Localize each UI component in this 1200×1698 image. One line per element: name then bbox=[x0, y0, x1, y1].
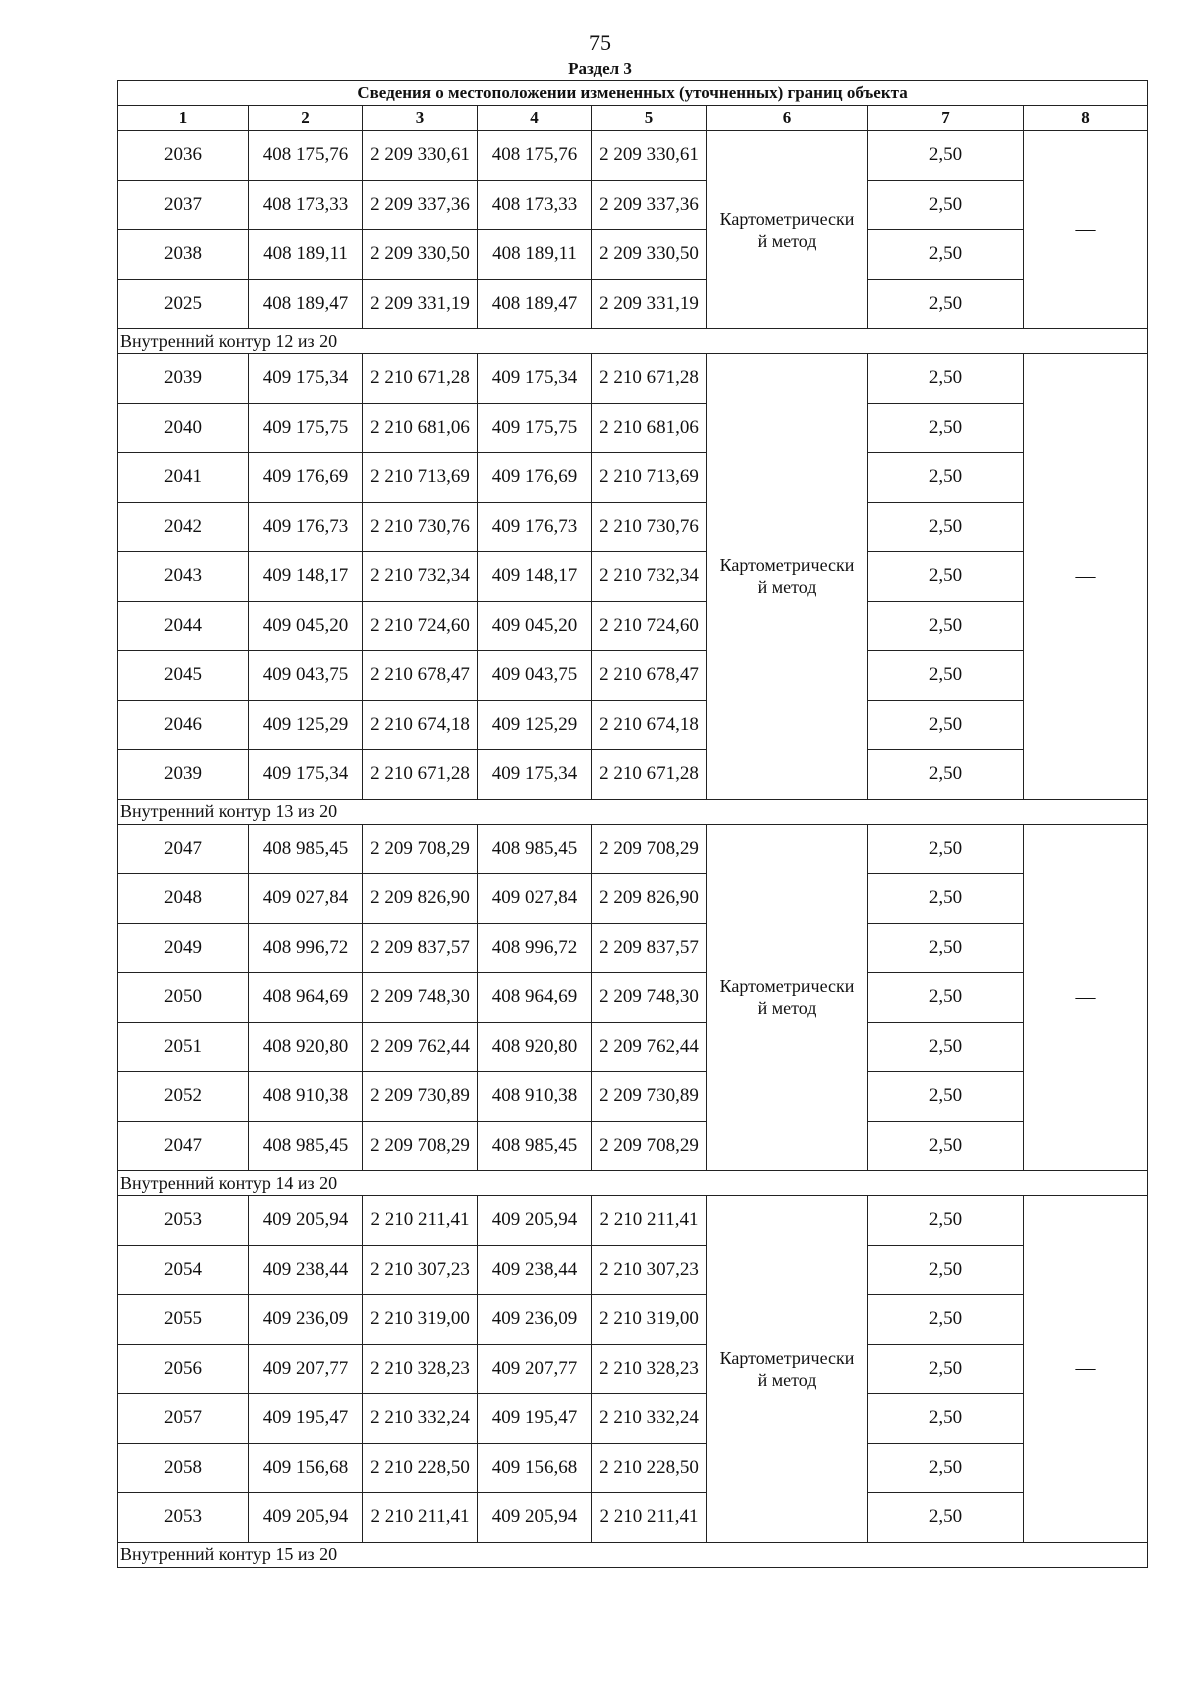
accuracy-cell: 2,50 bbox=[868, 131, 1024, 181]
table-row bbox=[118, 1443, 1148, 1493]
table-caption: Сведения о местоположении измененных (уточненных) границ объекта bbox=[118, 81, 1148, 106]
accuracy-cell: 2,50 bbox=[868, 750, 1024, 800]
y-new-cell: 2 209 330,50 bbox=[592, 230, 707, 280]
point-number-cell: 2040 bbox=[118, 403, 249, 453]
table-row bbox=[118, 180, 1148, 230]
accuracy-cell: 2,50 bbox=[868, 874, 1024, 924]
point-number-cell: 2039 bbox=[118, 354, 249, 404]
table-row bbox=[118, 923, 1148, 973]
coordinates-table bbox=[117, 80, 1148, 1568]
method-text-line2: й метод bbox=[757, 577, 817, 598]
y-old-cell: 2 209 330,50 bbox=[363, 230, 478, 280]
table-row bbox=[118, 601, 1148, 651]
y-new-cell: 2 210 724,60 bbox=[592, 601, 707, 651]
method-text-line2: й метод bbox=[757, 1369, 817, 1390]
y-new-cell: 2 210 674,18 bbox=[592, 700, 707, 750]
accuracy-cell: 2,50 bbox=[868, 1121, 1024, 1171]
accuracy-cell: 2,50 bbox=[868, 700, 1024, 750]
x-old-cell: 408 985,45 bbox=[249, 1121, 363, 1171]
accuracy-cell: 2,50 bbox=[868, 1493, 1024, 1543]
accuracy-cell: 2,50 bbox=[868, 279, 1024, 329]
accuracy-cell: 2,50 bbox=[868, 230, 1024, 280]
section-title: Раздел 3 bbox=[568, 59, 632, 78]
y-new-cell: 2 210 319,00 bbox=[592, 1295, 707, 1345]
y-new-cell: 2 210 328,23 bbox=[592, 1344, 707, 1394]
x-new-cell: 409 207,77 bbox=[478, 1344, 592, 1394]
y-old-cell: 2 210 671,28 bbox=[363, 750, 478, 800]
contour-label-row bbox=[118, 1542, 1148, 1567]
y-new-cell: 2 209 330,61 bbox=[592, 131, 707, 181]
accuracy-cell: 2,50 bbox=[868, 1022, 1024, 1072]
table-row bbox=[118, 1196, 1148, 1246]
accuracy-cell: 2,50 bbox=[868, 403, 1024, 453]
x-new-cell: 408 920,80 bbox=[478, 1022, 592, 1072]
contour-label: Внутренний контур 13 из 20 bbox=[118, 799, 1148, 824]
y-new-cell: 2 209 762,44 bbox=[592, 1022, 707, 1072]
accuracy-cell: 2,50 bbox=[868, 973, 1024, 1023]
x-old-cell: 409 156,68 bbox=[249, 1443, 363, 1493]
method-text-line1: Картометрически bbox=[719, 555, 855, 576]
table-row bbox=[118, 1072, 1148, 1122]
y-new-cell: 2 209 331,19 bbox=[592, 279, 707, 329]
x-new-cell: 408 985,45 bbox=[478, 824, 592, 874]
y-old-cell: 2 210 211,41 bbox=[363, 1196, 478, 1246]
y-old-cell: 2 209 762,44 bbox=[363, 1022, 478, 1072]
method-cell bbox=[707, 1196, 868, 1543]
x-new-cell: 409 205,94 bbox=[478, 1196, 592, 1246]
x-old-cell: 409 205,94 bbox=[249, 1493, 363, 1543]
accuracy-cell: 2,50 bbox=[868, 1344, 1024, 1394]
x-old-cell: 408 996,72 bbox=[249, 923, 363, 973]
x-new-cell: 409 175,34 bbox=[478, 354, 592, 404]
x-old-cell: 409 175,34 bbox=[249, 750, 363, 800]
table-row bbox=[118, 1022, 1148, 1072]
point-number-cell: 2037 bbox=[118, 180, 249, 230]
point-number-cell: 2036 bbox=[118, 131, 249, 181]
y-old-cell: 2 209 330,61 bbox=[363, 131, 478, 181]
table-row bbox=[118, 403, 1148, 453]
point-number-cell: 2044 bbox=[118, 601, 249, 651]
x-new-cell: 409 205,94 bbox=[478, 1493, 592, 1543]
x-new-cell: 409 027,84 bbox=[478, 874, 592, 924]
x-old-cell: 409 175,75 bbox=[249, 403, 363, 453]
x-new-cell: 408 189,11 bbox=[478, 230, 592, 280]
y-old-cell: 2 209 748,30 bbox=[363, 973, 478, 1023]
column-header-row bbox=[118, 106, 1148, 131]
table-row bbox=[118, 1121, 1148, 1171]
x-old-cell: 408 985,45 bbox=[249, 824, 363, 874]
x-new-cell: 409 045,20 bbox=[478, 601, 592, 651]
table-row bbox=[118, 354, 1148, 404]
accuracy-cell: 2,50 bbox=[868, 1443, 1024, 1493]
x-new-cell: 409 176,69 bbox=[478, 453, 592, 503]
x-old-cell: 409 176,73 bbox=[249, 502, 363, 552]
table-row bbox=[118, 1394, 1148, 1444]
column-header: 1 bbox=[118, 106, 249, 131]
column-header: 2 bbox=[249, 106, 363, 131]
y-old-cell: 2 210 671,28 bbox=[363, 354, 478, 404]
x-new-cell: 408 996,72 bbox=[478, 923, 592, 973]
y-old-cell: 2 210 307,23 bbox=[363, 1245, 478, 1295]
y-new-cell: 2 209 826,90 bbox=[592, 874, 707, 924]
accuracy-cell: 2,50 bbox=[868, 651, 1024, 701]
table-row bbox=[118, 1295, 1148, 1345]
accuracy-cell: 2,50 bbox=[868, 1295, 1024, 1345]
accuracy-cell: 2,50 bbox=[868, 601, 1024, 651]
column-header: 8 bbox=[1024, 106, 1148, 131]
table-row bbox=[118, 552, 1148, 602]
point-number-cell: 2038 bbox=[118, 230, 249, 280]
y-old-cell: 2 210 332,24 bbox=[363, 1394, 478, 1444]
y-new-cell: 2 209 748,30 bbox=[592, 973, 707, 1023]
y-new-cell: 2 210 228,50 bbox=[592, 1443, 707, 1493]
table-row bbox=[118, 131, 1148, 181]
y-old-cell: 2 210 328,23 bbox=[363, 1344, 478, 1394]
point-number-cell: 2046 bbox=[118, 700, 249, 750]
accuracy-cell: 2,50 bbox=[868, 824, 1024, 874]
y-new-cell: 2 210 681,06 bbox=[592, 403, 707, 453]
point-number-cell: 2053 bbox=[118, 1196, 249, 1246]
point-number-cell: 2048 bbox=[118, 874, 249, 924]
x-new-cell: 409 156,68 bbox=[478, 1443, 592, 1493]
accuracy-cell: 2,50 bbox=[868, 923, 1024, 973]
note-dash-cell: — bbox=[1024, 131, 1148, 329]
column-header: 4 bbox=[478, 106, 592, 131]
column-header: 5 bbox=[592, 106, 707, 131]
table-row bbox=[118, 1245, 1148, 1295]
x-new-cell: 409 043,75 bbox=[478, 651, 592, 701]
point-number-cell: 2052 bbox=[118, 1072, 249, 1122]
x-new-cell: 409 195,47 bbox=[478, 1394, 592, 1444]
x-old-cell: 409 043,75 bbox=[249, 651, 363, 701]
x-new-cell: 408 173,33 bbox=[478, 180, 592, 230]
y-new-cell: 2 210 730,76 bbox=[592, 502, 707, 552]
point-number-cell: 2050 bbox=[118, 973, 249, 1023]
y-old-cell: 2 209 730,89 bbox=[363, 1072, 478, 1122]
x-new-cell: 409 236,09 bbox=[478, 1295, 592, 1345]
contour-label-row bbox=[118, 799, 1148, 824]
method-text-line2: й метод bbox=[757, 998, 817, 1019]
y-new-cell: 2 210 671,28 bbox=[592, 750, 707, 800]
point-number-cell: 2056 bbox=[118, 1344, 249, 1394]
y-new-cell: 2 209 708,29 bbox=[592, 1121, 707, 1171]
y-old-cell: 2 209 708,29 bbox=[363, 1121, 478, 1171]
column-header: 7 bbox=[868, 106, 1024, 131]
x-new-cell: 408 189,47 bbox=[478, 279, 592, 329]
table-caption-row bbox=[118, 81, 1148, 106]
contour-label-row bbox=[118, 329, 1148, 354]
contour-label: Внутренний контур 14 из 20 bbox=[118, 1171, 1148, 1196]
table-row bbox=[118, 1493, 1148, 1543]
table-row bbox=[118, 651, 1148, 701]
x-old-cell: 409 027,84 bbox=[249, 874, 363, 924]
x-old-cell: 409 205,94 bbox=[249, 1196, 363, 1246]
x-old-cell: 408 175,76 bbox=[249, 131, 363, 181]
y-old-cell: 2 210 732,34 bbox=[363, 552, 478, 602]
x-old-cell: 409 238,44 bbox=[249, 1245, 363, 1295]
x-old-cell: 408 189,11 bbox=[249, 230, 363, 280]
point-number-cell: 2055 bbox=[118, 1295, 249, 1345]
method-text-line1: Картометрически bbox=[719, 976, 855, 997]
table-row bbox=[118, 502, 1148, 552]
y-new-cell: 2 209 730,89 bbox=[592, 1072, 707, 1122]
y-new-cell: 2 210 332,24 bbox=[592, 1394, 707, 1444]
y-old-cell: 2 210 724,60 bbox=[363, 601, 478, 651]
note-dash-cell: — bbox=[1024, 824, 1148, 1171]
column-header: 3 bbox=[363, 106, 478, 131]
accuracy-cell: 2,50 bbox=[868, 502, 1024, 552]
y-new-cell: 2 209 837,57 bbox=[592, 923, 707, 973]
x-old-cell: 408 920,80 bbox=[249, 1022, 363, 1072]
y-new-cell: 2 210 678,47 bbox=[592, 651, 707, 701]
y-old-cell: 2 209 331,19 bbox=[363, 279, 478, 329]
method-text-line2: й метод bbox=[757, 230, 817, 251]
point-number-cell: 2039 bbox=[118, 750, 249, 800]
y-new-cell: 2 210 211,41 bbox=[592, 1493, 707, 1543]
accuracy-cell: 2,50 bbox=[868, 453, 1024, 503]
y-new-cell: 2 210 671,28 bbox=[592, 354, 707, 404]
point-number-cell: 2025 bbox=[118, 279, 249, 329]
x-old-cell: 409 175,34 bbox=[249, 354, 363, 404]
point-number-cell: 2047 bbox=[118, 824, 249, 874]
point-number-cell: 2041 bbox=[118, 453, 249, 503]
x-new-cell: 409 125,29 bbox=[478, 700, 592, 750]
point-number-cell: 2045 bbox=[118, 651, 249, 701]
y-old-cell: 2 210 713,69 bbox=[363, 453, 478, 503]
y-old-cell: 2 210 681,06 bbox=[363, 403, 478, 453]
y-new-cell: 2 209 708,29 bbox=[592, 824, 707, 874]
table-row bbox=[118, 230, 1148, 280]
x-new-cell: 408 910,38 bbox=[478, 1072, 592, 1122]
x-new-cell: 408 985,45 bbox=[478, 1121, 592, 1171]
x-old-cell: 409 148,17 bbox=[249, 552, 363, 602]
x-new-cell: 408 964,69 bbox=[478, 973, 592, 1023]
y-new-cell: 2 210 307,23 bbox=[592, 1245, 707, 1295]
y-old-cell: 2 210 678,47 bbox=[363, 651, 478, 701]
y-old-cell: 2 210 319,00 bbox=[363, 1295, 478, 1345]
note-dash-cell: — bbox=[1024, 1196, 1148, 1543]
y-new-cell: 2 210 211,41 bbox=[592, 1196, 707, 1246]
table-row bbox=[118, 1344, 1148, 1394]
table-row bbox=[118, 279, 1148, 329]
table-row bbox=[118, 824, 1148, 874]
x-old-cell: 409 176,69 bbox=[249, 453, 363, 503]
accuracy-cell: 2,50 bbox=[868, 1072, 1024, 1122]
y-old-cell: 2 209 826,90 bbox=[363, 874, 478, 924]
table-row bbox=[118, 750, 1148, 800]
point-number-cell: 2051 bbox=[118, 1022, 249, 1072]
x-old-cell: 408 189,47 bbox=[249, 279, 363, 329]
y-new-cell: 2 209 337,36 bbox=[592, 180, 707, 230]
accuracy-cell: 2,50 bbox=[868, 354, 1024, 404]
y-old-cell: 2 209 837,57 bbox=[363, 923, 478, 973]
point-number-cell: 2042 bbox=[118, 502, 249, 552]
contour-label: Внутренний контур 12 из 20 bbox=[118, 329, 1148, 354]
method-cell bbox=[707, 131, 868, 329]
y-old-cell: 2 209 337,36 bbox=[363, 180, 478, 230]
contour-label-row bbox=[118, 1171, 1148, 1196]
y-new-cell: 2 210 732,34 bbox=[592, 552, 707, 602]
y-new-cell: 2 210 713,69 bbox=[592, 453, 707, 503]
y-old-cell: 2 210 730,76 bbox=[363, 502, 478, 552]
accuracy-cell: 2,50 bbox=[868, 552, 1024, 602]
point-number-cell: 2053 bbox=[118, 1493, 249, 1543]
accuracy-cell: 2,50 bbox=[868, 1394, 1024, 1444]
method-text-line1: Картометрически bbox=[719, 208, 855, 229]
x-old-cell: 409 236,09 bbox=[249, 1295, 363, 1345]
method-text-line1: Картометрически bbox=[719, 1347, 855, 1368]
method-cell bbox=[707, 824, 868, 1171]
accuracy-cell: 2,50 bbox=[868, 1196, 1024, 1246]
table-row bbox=[118, 700, 1148, 750]
x-new-cell: 409 238,44 bbox=[478, 1245, 592, 1295]
accuracy-cell: 2,50 bbox=[868, 1245, 1024, 1295]
point-number-cell: 2043 bbox=[118, 552, 249, 602]
x-old-cell: 409 125,29 bbox=[249, 700, 363, 750]
method-cell bbox=[707, 354, 868, 800]
table-row bbox=[118, 973, 1148, 1023]
x-old-cell: 409 207,77 bbox=[249, 1344, 363, 1394]
y-old-cell: 2 210 211,41 bbox=[363, 1493, 478, 1543]
y-old-cell: 2 210 228,50 bbox=[363, 1443, 478, 1493]
x-new-cell: 408 175,76 bbox=[478, 131, 592, 181]
x-old-cell: 409 045,20 bbox=[249, 601, 363, 651]
x-old-cell: 408 173,33 bbox=[249, 180, 363, 230]
contour-label: Внутренний контур 15 из 20 bbox=[118, 1542, 1148, 1567]
table-row bbox=[118, 874, 1148, 924]
x-old-cell: 409 195,47 bbox=[249, 1394, 363, 1444]
note-dash-cell: — bbox=[1024, 354, 1148, 800]
x-new-cell: 409 175,34 bbox=[478, 750, 592, 800]
x-new-cell: 409 175,75 bbox=[478, 403, 592, 453]
table-row bbox=[118, 453, 1148, 503]
x-old-cell: 408 910,38 bbox=[249, 1072, 363, 1122]
y-old-cell: 2 210 674,18 bbox=[363, 700, 478, 750]
column-header: 6 bbox=[707, 106, 868, 131]
point-number-cell: 2047 bbox=[118, 1121, 249, 1171]
x-new-cell: 409 176,73 bbox=[478, 502, 592, 552]
x-new-cell: 409 148,17 bbox=[478, 552, 592, 602]
point-number-cell: 2057 bbox=[118, 1394, 249, 1444]
x-old-cell: 408 964,69 bbox=[249, 973, 363, 1023]
point-number-cell: 2049 bbox=[118, 923, 249, 973]
point-number-cell: 2058 bbox=[118, 1443, 249, 1493]
y-old-cell: 2 209 708,29 bbox=[363, 824, 478, 874]
page-number: 75 bbox=[589, 30, 611, 55]
accuracy-cell: 2,50 bbox=[868, 180, 1024, 230]
point-number-cell: 2054 bbox=[118, 1245, 249, 1295]
table-body bbox=[118, 131, 1148, 1568]
